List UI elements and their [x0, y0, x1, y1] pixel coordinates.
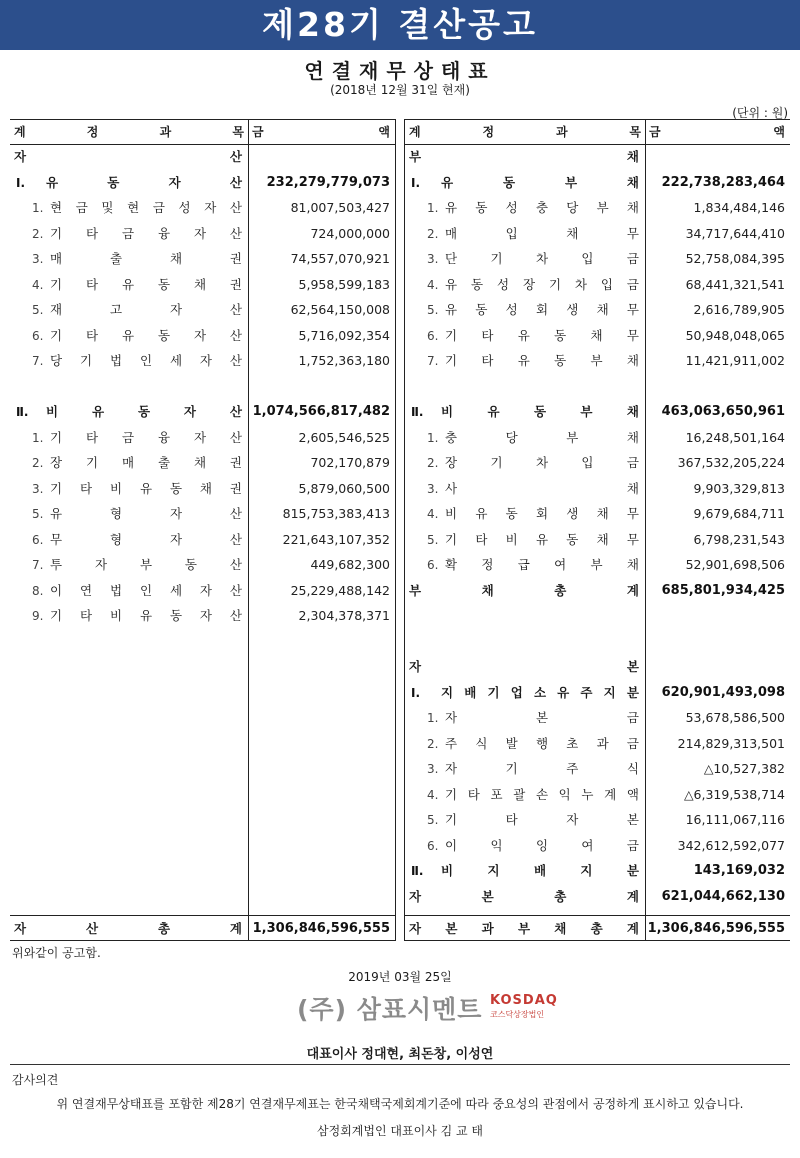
- amount-cell: 342,612,592,077: [677, 837, 785, 853]
- account-label: 현 금 및 현 금 성 자 산: [50, 200, 242, 215]
- table-row: [405, 145, 791, 169]
- amount-cell: 620,901,493,098: [661, 684, 785, 700]
- amount-cell: 53,678,586,500: [685, 710, 785, 725]
- account-number: Ⅰ.: [16, 175, 26, 190]
- amount-cell: 5,716,092,354: [298, 327, 390, 343]
- account-cell: [405, 783, 645, 807]
- divider: [10, 1064, 790, 1065]
- table-row: [10, 426, 396, 450]
- account-number: Ⅰ.: [411, 175, 421, 190]
- account-cell: [405, 324, 645, 348]
- account-number: 5.: [32, 507, 44, 521]
- table-row: [405, 579, 791, 603]
- account-number: 4.: [32, 277, 44, 292]
- account-cell: [405, 451, 645, 475]
- account-number: 4.: [427, 787, 439, 802]
- notice-title: 제28기 결산공고: [0, 0, 800, 50]
- table-row: [405, 247, 791, 271]
- amount-cell: 25,229,488,142: [290, 582, 390, 598]
- table-row: [10, 349, 396, 373]
- amount-cell: 50,948,048,065: [685, 327, 785, 343]
- account-number: 2.: [427, 736, 439, 751]
- table-row: [10, 553, 396, 577]
- table-row: [405, 477, 791, 501]
- account-cell: [10, 171, 248, 195]
- account-number: 3.: [427, 481, 439, 496]
- account-cell: [10, 145, 248, 169]
- account-number: 3.: [427, 762, 439, 776]
- account-cell: [405, 579, 645, 603]
- amount-cell: 9,679,684,711: [693, 506, 785, 521]
- amount-cell: 685,801,934,425: [661, 582, 785, 598]
- total-row: [405, 917, 791, 941]
- table-row: [405, 502, 791, 526]
- account-label: 유 형 자 산: [50, 506, 242, 521]
- amount-cell: 449,682,300: [310, 557, 390, 572]
- table-row: [405, 196, 791, 220]
- account-number: 5.: [427, 532, 439, 547]
- table-row: [405, 681, 791, 705]
- amount-cell: 621,044,662,130: [661, 888, 785, 904]
- account-number: 7.: [427, 354, 439, 368]
- account-column-header: 계 정 과 목: [409, 125, 641, 139]
- account-number: Ⅱ.: [411, 405, 424, 419]
- account-number: 2.: [32, 456, 44, 470]
- account-cell: [405, 247, 645, 271]
- table-row: [405, 757, 791, 781]
- account-cell: [10, 553, 248, 577]
- table-row: [405, 349, 791, 373]
- amount-cell: 11,421,911,002: [685, 353, 785, 368]
- account-number: 6.: [427, 838, 439, 853]
- account-cell: [405, 681, 645, 705]
- account-number: 7.: [32, 558, 44, 572]
- account-label: 확 정 급 여 부 채: [445, 557, 639, 572]
- table-row: [10, 477, 396, 501]
- table-row: [10, 298, 396, 322]
- account-cell: [405, 502, 645, 526]
- account-number: Ⅱ.: [411, 864, 424, 878]
- account-number: Ⅰ.: [411, 685, 421, 700]
- account-label: 기 타 자 본: [445, 812, 639, 827]
- total-label-cell: [10, 917, 248, 941]
- account-number: 1.: [427, 201, 439, 215]
- account-number: 7.: [32, 354, 44, 368]
- total-amount: 1,306,846,596,555: [647, 921, 785, 936]
- auditor-signature: 삼정회계법인 대표이사 김 교 태: [317, 1124, 483, 1138]
- account-cell: [405, 298, 645, 322]
- account-cell: [10, 528, 248, 552]
- account-cell: [10, 196, 248, 220]
- amount-column-header: 금 액: [252, 125, 390, 139]
- table-row: [10, 400, 396, 424]
- account-label: 기 타 유 동 부 채: [445, 353, 639, 368]
- account-label: 자 기 주 식: [445, 761, 639, 776]
- amount-cell: △6,319,538,714: [683, 786, 785, 802]
- kosdaq-subtitle: 코스닥상장법인: [490, 1010, 545, 1019]
- account-cell: [405, 553, 645, 577]
- account-cell: [405, 706, 645, 730]
- account-cell: [405, 400, 645, 424]
- amount-cell: 16,248,501,164: [685, 429, 785, 445]
- account-label: 장 기 매 출 채 권: [50, 455, 242, 470]
- account-cell: [405, 349, 645, 373]
- amount-cell: 367,532,205,224: [677, 455, 785, 470]
- account-label: 장 기 차 입 금: [445, 455, 639, 470]
- amount-cell: 815,753,383,413: [282, 506, 390, 521]
- table-row: [405, 808, 791, 832]
- account-label: 부 채: [409, 149, 639, 164]
- account-number: 6.: [32, 532, 44, 547]
- company-logo: (주) 삼표시멘트: [297, 995, 483, 1024]
- account-label: 기 타 금 융 자 산: [50, 429, 242, 445]
- account-label: 단 기 차 입 금: [445, 251, 639, 266]
- total-row: [10, 917, 396, 941]
- account-cell: [405, 732, 645, 756]
- account-label: 유 동 부 채: [441, 174, 639, 190]
- account-label: 기 타 비 유 동 채 권: [50, 480, 242, 496]
- amount-cell: 221,643,107,352: [282, 531, 390, 547]
- table-row: [405, 171, 791, 195]
- account-cell: [405, 757, 645, 781]
- unit-label: (단위 : 원): [732, 106, 788, 120]
- liabilities-equity-panel: [404, 119, 790, 941]
- table-row: [405, 859, 791, 883]
- table-row: [405, 885, 791, 909]
- amount-cell: 2,605,546,525: [298, 429, 390, 445]
- account-number: 6.: [32, 328, 44, 343]
- account-number: 3.: [32, 481, 44, 496]
- total-label: 자 본 과 부 채 총 계: [409, 921, 639, 936]
- account-cell: [405, 859, 645, 883]
- account-cell: [10, 426, 248, 450]
- account-cell: [405, 145, 645, 169]
- table-row: [10, 604, 396, 628]
- account-number: Ⅱ.: [16, 405, 29, 419]
- account-label: 투 자 부 동 산: [50, 557, 242, 572]
- amount-cell: 68,441,321,541: [685, 276, 785, 292]
- account-label: 기 타 금 융 자 산: [50, 225, 242, 241]
- amount-cell: 16,111,067,116: [685, 812, 785, 827]
- table-row: [405, 528, 791, 552]
- account-label: 주 식 발 행 초 과 금: [445, 735, 639, 751]
- table-row: [10, 451, 396, 475]
- table-row: [405, 273, 791, 297]
- table-row: [10, 324, 396, 348]
- account-cell: [10, 247, 248, 271]
- account-number: 5.: [427, 303, 439, 317]
- table-row: [10, 502, 396, 526]
- account-cell: [405, 528, 645, 552]
- audit-opinion-heading: 감사의견: [12, 1073, 59, 1087]
- amount-cell: 52,758,084,395: [685, 251, 785, 266]
- account-cell: [10, 349, 248, 373]
- amount-cell: 702,170,879: [310, 455, 390, 470]
- table-row: [10, 247, 396, 271]
- account-cell: [405, 808, 645, 832]
- amount-cell: 5,958,599,183: [298, 276, 390, 292]
- account-number: 1.: [32, 430, 44, 445]
- account-cell: [10, 579, 248, 603]
- table-row: [405, 783, 791, 807]
- amount-cell: 1,834,484,146: [693, 200, 785, 215]
- balance-sheet-table: [10, 119, 790, 941]
- account-label: 유 동 성 회 생 채 무: [445, 302, 639, 317]
- account-label: 비 유 동 자 산: [46, 404, 242, 419]
- account-label: 이 연 법 인 세 자 산: [50, 582, 242, 598]
- amount-cell: 214,829,313,501: [677, 735, 785, 751]
- account-cell: [405, 885, 645, 909]
- account-label: 비 유 동 부 채: [441, 404, 639, 419]
- account-label: 자 산: [14, 149, 242, 164]
- account-cell: [405, 222, 645, 246]
- account-number: 5.: [32, 303, 44, 317]
- table-row: [10, 222, 396, 246]
- account-cell: [405, 196, 645, 220]
- account-label: 자 본 금: [445, 710, 639, 725]
- account-label: 기 타 포 괄 손 익 누 계 액: [445, 786, 639, 802]
- table-row: [405, 553, 791, 577]
- notice-date: 2019년 03월 25일: [348, 970, 452, 984]
- account-cell: [10, 324, 248, 348]
- account-cell: [10, 400, 248, 424]
- account-number: 3.: [427, 252, 439, 266]
- table-row: [405, 426, 791, 450]
- account-cell: [10, 273, 248, 297]
- account-label: 사 채: [445, 480, 639, 496]
- account-label: 당 기 법 인 세 자 산: [50, 353, 242, 368]
- amount-cell: 2,304,378,371: [298, 608, 390, 623]
- audit-opinion-text: 위 연결재무상태표를 포함한 제28기 연결재무제표는 한국채택국제회계기준에 따라 중요성의 관점에서 공정하게 표시하고 있습니다.: [56, 1097, 744, 1111]
- amount-cell: 724,000,000: [310, 225, 390, 241]
- amount-cell: 222,738,283,464: [661, 174, 785, 190]
- account-cell: [10, 222, 248, 246]
- table-row: [10, 273, 396, 297]
- kosdaq-logo: KOSDAQ: [490, 993, 558, 1008]
- amount-cell: 1,074,566,817,482: [252, 404, 390, 419]
- total-label: 자 산 총 계: [14, 921, 242, 936]
- account-number: 4.: [427, 507, 439, 521]
- account-number: 3.: [32, 252, 44, 266]
- account-label: 이 익 잉 여 금: [445, 837, 639, 853]
- account-number: 9.: [32, 609, 44, 623]
- table-row: [405, 655, 791, 679]
- assets-panel: [10, 119, 396, 941]
- account-label: 유 동 성 충 당 부 채: [445, 200, 639, 215]
- table-row: [10, 579, 396, 603]
- account-label: 유 동 자 산: [46, 174, 242, 190]
- account-label: 매 출 채 권: [50, 251, 242, 266]
- account-label: 유 동 성 장 기 차 입 금: [445, 276, 639, 292]
- table-row: [10, 196, 396, 220]
- account-label: 기 타 유 동 자 산: [50, 327, 242, 343]
- as-of-date: (2018년 12월 31일 현재): [330, 83, 470, 97]
- account-cell: [405, 834, 645, 858]
- ceo-names: 대표이사 정대현, 최돈창, 이성연: [306, 1047, 494, 1062]
- account-cell: [405, 655, 645, 679]
- account-label: 기 타 비 유 동 자 산: [50, 608, 242, 623]
- account-number: 1.: [427, 711, 439, 725]
- account-column-header: 계 정 과 목: [14, 125, 244, 139]
- account-label: 자 본 총 계: [409, 888, 639, 904]
- account-label: 부 채 총 계: [409, 582, 639, 598]
- amount-cell: 9,903,329,813: [693, 480, 785, 496]
- table-row: [405, 400, 791, 424]
- liabilities-header-row: [405, 120, 791, 144]
- table-row: [10, 171, 396, 195]
- table-row: [405, 324, 791, 348]
- account-cell: [10, 604, 248, 628]
- amount-cell: 143,169,032: [693, 863, 785, 878]
- account-cell: [10, 502, 248, 526]
- account-number: 6.: [427, 558, 439, 572]
- amount-cell: 81,007,503,427: [290, 200, 390, 215]
- account-label: 기 타 유 동 채 무: [445, 327, 639, 343]
- table-row: [405, 451, 791, 475]
- table-row: [405, 834, 791, 858]
- amount-column-header: 금 액: [649, 125, 785, 139]
- amount-cell: 52,901,698,506: [685, 557, 785, 572]
- account-label: 기 타 유 동 채 권: [50, 276, 242, 292]
- account-label: 무 형 자 산: [50, 531, 242, 547]
- amount-cell: 5,879,060,500: [298, 480, 390, 496]
- account-label: 기 타 비 유 동 채 무: [445, 531, 639, 547]
- account-number: 8.: [32, 583, 44, 598]
- account-number: 2.: [427, 456, 439, 470]
- table-row: [405, 222, 791, 246]
- account-label: 재 고 자 산: [50, 302, 242, 317]
- amount-cell: 1,752,363,180: [298, 353, 390, 368]
- statement-title: 연결재무상태표: [304, 59, 496, 83]
- account-cell: [405, 426, 645, 450]
- account-label: 자 본: [409, 659, 639, 674]
- amount-cell: 463,063,650,961: [661, 404, 785, 419]
- table-row: [10, 528, 396, 552]
- amount-cell: 232,279,779,073: [266, 174, 390, 190]
- amount-cell: 6,798,231,543: [693, 531, 785, 547]
- table-row: [405, 732, 791, 756]
- account-cell: [10, 298, 248, 322]
- table-row: [405, 706, 791, 730]
- account-label: 비 지 배 지 분: [441, 863, 639, 878]
- account-label: 매 입 채 무: [445, 225, 639, 241]
- assets-header-row: [10, 120, 396, 144]
- account-cell: [405, 171, 645, 195]
- account-label: 충 당 부 채: [445, 429, 639, 445]
- amount-cell: △10,527,382: [703, 761, 785, 776]
- account-label: 지 배 기 업 소 유 주 지 분: [441, 684, 639, 700]
- amount-cell: 74,557,070,921: [290, 251, 390, 266]
- account-number: 4.: [427, 277, 439, 292]
- account-cell: [10, 451, 248, 475]
- total-label-cell: [405, 917, 645, 941]
- table-row: [10, 145, 396, 169]
- account-cell: [405, 477, 645, 501]
- account-cell: [405, 273, 645, 297]
- account-number: 5.: [427, 813, 439, 827]
- account-label: 비 유 동 회 생 채 무: [445, 506, 639, 521]
- account-number: 1.: [427, 430, 439, 445]
- account-cell: [10, 477, 248, 501]
- amount-cell: 62,564,150,008: [290, 302, 390, 317]
- account-number: 2.: [427, 226, 439, 241]
- account-number: 6.: [427, 328, 439, 343]
- total-amount: 1,306,846,596,555: [252, 921, 390, 936]
- amount-cell: 2,616,789,905: [693, 302, 785, 317]
- account-number: 2.: [32, 226, 44, 241]
- table-row: [405, 298, 791, 322]
- account-number: 1.: [32, 201, 44, 215]
- notice-statement: 위와같이 공고함.: [12, 946, 101, 960]
- amount-cell: 34,717,644,410: [685, 225, 785, 241]
